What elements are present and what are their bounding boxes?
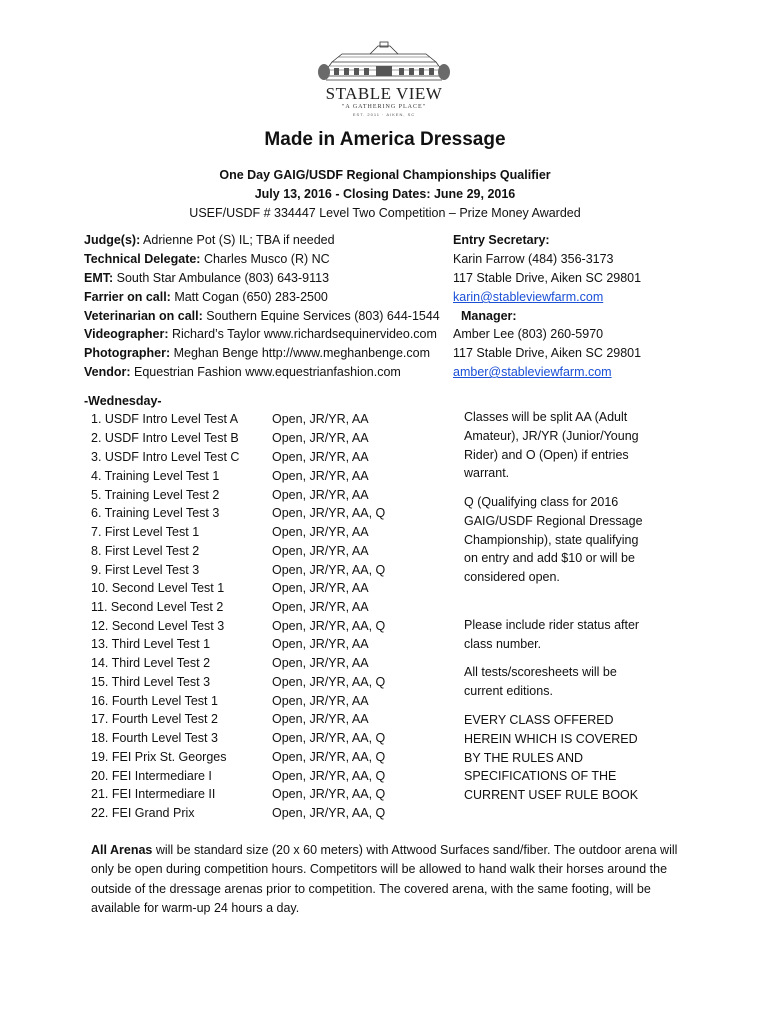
- note-rule-book: EVERY CLASS OFFERED HEREIN WHICH IS COVERED BY THE RULES AND SPECIFICATIONS OF THE CURRENT USEF RULE BOOK: [464, 713, 639, 803]
- logo-subline: EST. 2011 · AIKEN, SC: [352, 112, 416, 117]
- note-split: Classes will be split AA (Adult Amateur), JR/YR (Junior/Young Rider) and O (Open) if entries warrant.: [464, 410, 639, 481]
- official-row: [84, 251, 330, 267]
- class-name: 11. Second Level Test 2: [91, 600, 224, 614]
- class-divisions: Open, JR/YR, AA: [272, 412, 369, 426]
- class-name: 14. Third Level Test 2: [91, 656, 211, 670]
- official-label: Judge(s):: [84, 233, 141, 247]
- class-name: 6. Training Level Test 3: [91, 506, 220, 520]
- official-value: Meghan Benge http://www.meghanbenge.com: [170, 346, 430, 360]
- entry-secretary-label: Entry Secretary:: [453, 233, 550, 247]
- class-name: 3. USDF Intro Level Test C: [91, 450, 240, 464]
- class-divisions: Open, JR/YR, AA: [272, 544, 369, 558]
- class-divisions: Open, JR/YR, AA, Q: [272, 806, 386, 820]
- class-divisions: Open, JR/YR, AA: [272, 525, 369, 539]
- official-label: Technical Delegate:: [84, 252, 201, 266]
- official-row: [84, 345, 430, 361]
- class-name: 10. Second Level Test 1: [91, 581, 225, 595]
- official-row: [84, 289, 328, 305]
- official-label: Photographer:: [84, 346, 171, 360]
- official-value: South Star Ambulance (803) 643-9113: [113, 271, 330, 285]
- class-divisions: Open, JR/YR, AA: [272, 431, 369, 445]
- manager-name: Amber Lee (803) 260-5970: [453, 327, 604, 341]
- class-divisions: Open, JR/YR, AA: [272, 694, 369, 708]
- note-qualifying: Q (Qualifying class for 2016 GAIG/USDF Regional Dressage Championship), state qualifying on entry and add $10 or will be considered open.: [464, 495, 643, 585]
- class-name: 9. First Level Test 3: [91, 563, 200, 577]
- class-name: 22. FEI Grand Prix: [91, 806, 195, 820]
- competition-line: USEF/USDF # 334447 Level Two Competition – Prize Money Awarded: [189, 206, 581, 220]
- class-divisions: Open, JR/YR, AA: [272, 581, 369, 595]
- official-row: [84, 270, 329, 286]
- class-name: 17. Fourth Level Test 2: [91, 712, 218, 726]
- official-value: Richard’s Taylor www.richardsequinervideo.com: [168, 327, 437, 341]
- class-divisions: Open, JR/YR, AA: [272, 637, 369, 651]
- official-row: [84, 232, 335, 248]
- entry-secretary-name: Karin Farrow (484) 356-3173: [453, 252, 614, 266]
- class-name: 20. FEI Intermediare I: [91, 769, 212, 783]
- class-name: 18. Fourth Level Test 3: [91, 731, 218, 745]
- class-name: 8. First Level Test 2: [91, 544, 200, 558]
- class-name: 21. FEI Intermediare II: [91, 787, 216, 801]
- qualifier-line: One Day GAIG/USDF Regional Championships Qualifier: [219, 168, 551, 182]
- official-value: Charles Musco (R) NC: [200, 252, 330, 266]
- official-value: Matt Cogan (650) 283-2500: [170, 290, 328, 304]
- class-divisions: Open, JR/YR, AA, Q: [272, 675, 386, 689]
- manager-label: Manager:: [461, 309, 517, 323]
- class-name: 12. Second Level Test 3: [91, 619, 225, 633]
- official-row: [84, 364, 401, 380]
- class-name: 5. Training Level Test 2: [91, 488, 220, 502]
- class-divisions: Open, JR/YR, AA: [272, 450, 369, 464]
- class-name: 1. USDF Intro Level Test A: [91, 412, 239, 426]
- class-divisions: Open, JR/YR, AA: [272, 656, 369, 670]
- official-row: [84, 326, 437, 342]
- official-label: Farrier on call:: [84, 290, 171, 304]
- class-divisions: Open, JR/YR, AA, Q: [272, 619, 386, 633]
- barn-illustration-icon: [318, 40, 450, 84]
- class-divisions: Open, JR/YR, AA, Q: [272, 787, 386, 801]
- official-label: Vendor:: [84, 365, 131, 379]
- class-name: 7. First Level Test 1: [91, 525, 200, 539]
- class-divisions: Open, JR/YR, AA, Q: [272, 563, 386, 577]
- class-divisions: Open, JR/YR, AA, Q: [272, 750, 386, 764]
- official-label: Videographer:: [84, 327, 169, 341]
- logo-name: STABLE VIEW: [325, 84, 443, 103]
- official-value: Adrienne Pot (S) IL; TBA if needed: [140, 233, 335, 247]
- class-divisions: Open, JR/YR, AA: [272, 600, 369, 614]
- class-name: 19. FEI Prix St. Georges: [91, 750, 227, 764]
- logo-tagline: "A GATHERING PLACE": [341, 104, 427, 110]
- class-name: 13. Third Level Test 1: [91, 637, 211, 651]
- official-label: EMT:: [84, 271, 114, 285]
- stable-view-logo: [318, 40, 450, 120]
- note-rider-status: Please include rider status after class number.: [464, 618, 640, 651]
- official-value: Southern Equine Services (803) 644-1544: [202, 309, 440, 323]
- official-label: Veterinarian on call:: [84, 309, 203, 323]
- class-name: 4. Training Level Test 1: [91, 469, 220, 483]
- class-name: 15. Third Level Test 3: [91, 675, 211, 689]
- page-title: Made in America Dressage: [264, 129, 506, 150]
- arenas-paragraph: [91, 841, 691, 918]
- class-divisions: Open, JR/YR, AA: [272, 712, 369, 726]
- entry-secretary-email-link[interactable]: karin@stableviewfarm.com: [453, 290, 604, 304]
- class-name: 16. Fourth Level Test 1: [91, 694, 218, 708]
- note-editions: All tests/scoresheets will be current editions.: [464, 665, 617, 698]
- class-divisions: Open, JR/YR, AA, Q: [272, 769, 386, 783]
- date-line: July 13, 2016 - Closing Dates: June 29, 2016: [254, 187, 516, 201]
- class-name: 2. USDF Intro Level Test B: [91, 431, 239, 445]
- class-divisions: Open, JR/YR, AA: [272, 488, 369, 502]
- class-divisions: Open, JR/YR, AA, Q: [272, 506, 386, 520]
- class-divisions: Open, JR/YR, AA: [272, 469, 369, 483]
- official-row: [84, 308, 440, 324]
- arenas-label: All Arenas: [91, 843, 153, 857]
- manager-address: 117 Stable Drive, Aiken SC 29801: [453, 346, 642, 360]
- manager-email-link[interactable]: amber@stableviewfarm.com: [453, 365, 612, 379]
- entry-secretary-address: 117 Stable Drive, Aiken SC 29801: [453, 271, 642, 285]
- arenas-text: will be standard size (20 x 60 meters) with Attwood Surfaces sand/fiber. The outdoor arena will only be open during competition hours. Competitors will be allowed to hand walk their horses around the outside of the dressage arenas prior to competition. The covered arena, with the same footing, will be available for warm-up 24 hours a day.: [91, 843, 678, 915]
- day-heading: -Wednesday-: [84, 394, 162, 408]
- class-divisions: Open, JR/YR, AA, Q: [272, 731, 386, 745]
- official-value: Equestrian Fashion www.equestrianfashion.com: [130, 365, 401, 379]
